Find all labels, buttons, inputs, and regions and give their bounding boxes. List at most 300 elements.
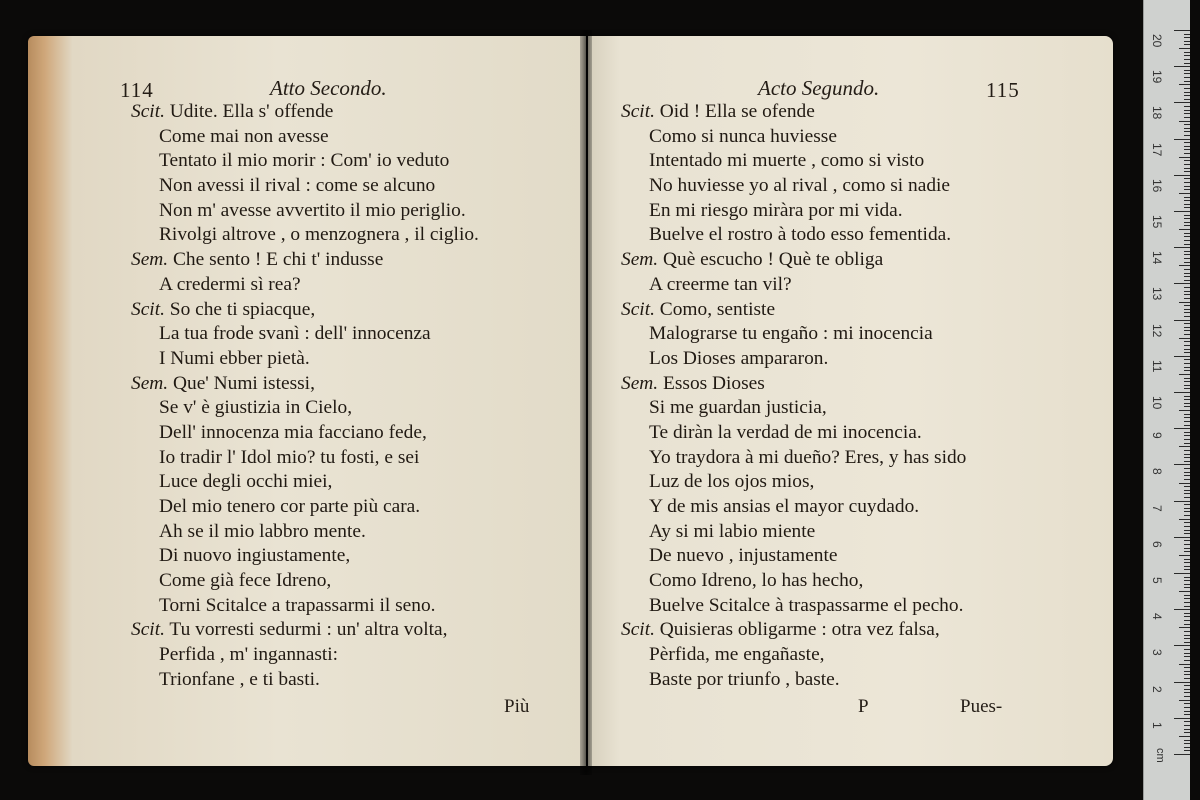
verse-line [621,544,966,569]
ruler-tick [1184,479,1190,480]
verse-line [621,322,966,347]
speaker-name: Sem. [621,249,659,271]
ruler-tick [1184,406,1190,407]
ruler-tick [1184,63,1190,64]
ruler-tick [1184,44,1190,45]
ruler-tick [1184,330,1190,331]
ruler-tick [1179,700,1190,701]
ruler-number: 11 [1150,359,1164,373]
ruler-tick [1179,519,1190,520]
ruler-tick [1179,555,1190,556]
ruler-tick [1184,160,1190,161]
ruler-tick [1184,244,1190,245]
verse-line [131,223,479,248]
ruler-tick [1179,157,1190,158]
line-text: A credermi sì rea? [159,273,301,295]
verse-line [131,174,479,199]
ruler-tick [1184,508,1190,509]
ruler-tick [1184,142,1190,143]
verse-line [621,594,966,619]
line-text: Tu vorresti sedurmi : un' altra volta, [164,619,448,641]
line-text: Que' Numi istessi, [168,372,315,394]
ruler-tick [1174,247,1190,248]
ruler-tick [1184,703,1190,704]
verse-line [621,446,966,471]
verse-line [131,347,479,372]
ruler-tick [1184,345,1190,346]
ruler-tick [1184,59,1190,60]
ruler-tick [1184,269,1190,270]
speaker-name: Scit. [131,619,165,641]
line-text: Yo traydora à mi dueño? Eres, y has sido [649,446,967,468]
ruler-tick [1184,204,1190,205]
line-text: Buelve el rostro à todo esso fementida. [649,224,952,246]
ruler-tick [1184,363,1190,364]
line-text: Tentato il mio morir : Com' io veduto [159,150,450,172]
ruler-tick [1184,385,1190,386]
ruler-tick [1184,497,1190,498]
ruler-tick [1184,81,1190,82]
ruler-tick [1174,320,1190,321]
verse-line [621,372,966,397]
ruler-tick [1184,309,1190,310]
ruler-tick [1184,381,1190,382]
ruler-tick [1184,750,1190,751]
ruler-tick [1184,352,1190,353]
ruler-tick [1184,88,1190,89]
verse-line [131,446,479,471]
ruler-tick [1184,55,1190,56]
open-book [28,30,1123,775]
line-text: Se v' è giustizia in Cielo, [159,397,353,419]
ruler-tick [1184,515,1190,516]
speaker-name: Scit. [621,619,655,641]
ruler-tick [1179,229,1190,230]
line-text: Non avessi il rival : come se alcuno [159,175,436,197]
ruler-tick [1184,273,1190,274]
ruler-tick [1174,573,1190,574]
verse-line [131,569,479,594]
ruler-tick [1184,200,1190,201]
ruler-number: 10 [1150,396,1164,410]
ruler-tick [1184,149,1190,150]
ruler-tick [1184,649,1190,650]
verse-line [621,347,966,372]
ruler-tick [1184,182,1190,183]
ruler-number: 1 [1150,721,1164,729]
ruler-tick [1184,653,1190,654]
ruler-tick [1184,732,1190,733]
line-text: A creerme tan vil? [649,273,792,295]
ruler-tick [1184,92,1190,93]
ruler-tick [1184,168,1190,169]
ruler-tick [1184,468,1190,469]
ruler-tick [1184,725,1190,726]
ruler-tick [1184,197,1190,198]
ruler-tick [1184,526,1190,527]
ruler-tick [1184,128,1190,129]
verse-line [621,174,966,199]
verse-line [131,199,479,224]
ruler-tick [1179,664,1190,665]
verse-line [621,618,966,643]
verse-line [621,668,966,693]
ruler-tick [1184,258,1190,259]
ruler-tick [1184,432,1190,433]
speaker-name: Sem. [131,249,169,271]
ruler-tick [1174,283,1190,284]
ruler-tick [1184,595,1190,596]
ruler-number: 16 [1150,178,1164,193]
ruler-tick [1184,131,1190,132]
ruler-unit-label: cm [1154,748,1166,763]
ruler-tick [1184,106,1190,107]
ruler-tick [1184,454,1190,455]
line-text: Non m' avesse avvertito il mio periglio. [159,199,466,221]
ruler-number: 7 [1150,504,1164,512]
ruler-tick [1184,566,1190,567]
verse-line [621,125,966,150]
ruler-tick [1184,215,1190,216]
ruler-tick [1184,323,1190,324]
ruler-tick [1184,262,1190,263]
ruler-tick [1174,682,1190,683]
line-text: Què escucho ! Què te obliga [658,249,884,271]
ruler-tick [1184,678,1190,679]
ruler-tick [1184,99,1190,100]
ruler-tick [1184,135,1190,136]
ruler-tick [1184,472,1190,473]
verse-line [131,470,479,495]
ruler-tick [1184,113,1190,114]
line-text: Baste por triunfo , baste. [649,668,840,690]
line-text: Che sento ! E chi t' indusse [168,249,384,271]
verse-line [131,643,479,668]
ruler-tick [1184,711,1190,712]
verse-line [131,100,479,125]
line-text: Trionfane , e ti basti. [159,668,320,690]
ruler-tick [1184,743,1190,744]
verse-line [621,569,966,594]
line-text: Dell' innocenza mia facciano fede, [159,421,427,443]
ruler-tick [1184,696,1190,697]
verse-line [131,298,479,323]
ruler-number: 5 [1150,577,1164,584]
line-text: Rivolgi altrove , o menzognera , il ciglio. [159,224,479,246]
line-text: No huviesse yo al rival , como si nadie [649,175,951,197]
ruler-tick [1184,73,1190,74]
ruler-tick [1174,392,1190,393]
catchword: Più [504,696,530,717]
line-text: Ah se il mio labbro mente. [159,520,366,542]
speaker-name: Scit. [621,298,655,320]
ruler-tick [1184,414,1190,415]
ruler-tick [1184,624,1190,625]
ruler-tick [1184,233,1190,234]
speaker-name: Sem. [131,372,169,394]
ruler-tick [1184,598,1190,599]
ruler-tick [1184,656,1190,657]
ruler-tick [1184,689,1190,690]
verse-line [131,495,479,520]
ruler-tick [1184,493,1190,494]
line-text: Io tradir l' Idol mio? tu fosti, e sei [159,446,420,468]
line-text: Quisieras obligarme : otra vez falsa, [654,619,940,641]
ruler-tick [1184,577,1190,578]
ruler-number: 14 [1150,251,1164,265]
ruler-tick [1184,707,1190,708]
ruler-tick [1174,754,1190,755]
verse-line [621,199,966,224]
verse-line [131,149,479,174]
ruler-tick [1174,356,1190,357]
ruler-tick [1179,483,1190,484]
ruler-tick [1174,537,1190,538]
ruler-tick [1184,642,1190,643]
line-text: Di nuovo ingiustamente, [159,545,351,567]
ruler-tick [1184,714,1190,715]
ruler-tick [1179,446,1190,447]
ruler-tick [1184,562,1190,563]
ruler-tick [1184,439,1190,440]
ruler-tick [1184,559,1190,560]
book-gutter [580,30,592,775]
ruler-tick [1184,635,1190,636]
ruler-tick [1184,511,1190,512]
verse-line [131,248,479,273]
verse-line [131,322,479,347]
ruler-tick [1184,316,1190,317]
ruler-number: 12 [1150,323,1164,337]
line-text: Como si nunca huviesse [649,125,837,147]
ruler-tick [1184,251,1190,252]
verse-line [621,223,966,248]
ruler-tick [1184,425,1190,426]
line-text: Luce degli occhi miei, [159,471,333,493]
running-header: Acto Segundo. [758,76,880,100]
page-number: 114 [120,78,154,102]
ruler-tick [1174,30,1190,31]
verse-line [131,125,479,150]
line-text: Malograrse tu engaño : mi inocencia [649,323,933,345]
ruler-tick [1184,417,1190,418]
ruler-tick [1184,117,1190,118]
running-header: Atto Secondo. [270,76,387,100]
ruler-tick [1184,334,1190,335]
ruler-tick [1184,77,1190,78]
ruler-tick [1184,457,1190,458]
ruler-tick [1184,327,1190,328]
ruler-tick [1184,225,1190,226]
verse-line [621,643,966,668]
ruler-tick [1184,359,1190,360]
ruler-tick [1184,685,1190,686]
ruler-tick [1174,428,1190,429]
line-text: Oid ! Ella se ofende [654,101,815,122]
ruler-tick [1184,171,1190,172]
ruler-number: 17 [1150,142,1164,156]
ruler-tick [1184,544,1190,545]
verse-line [621,248,966,273]
catchword: Pues- [960,696,1003,717]
ruler-tick [1184,153,1190,154]
verse-line [131,618,479,643]
ruler-tick [1184,443,1190,444]
ruler-tick [1184,37,1190,38]
ruler-tick [1184,370,1190,371]
ruler-tick [1184,254,1190,255]
verse-line [131,594,479,619]
ruler-tick [1174,609,1190,610]
line-text: Los Dioses ampararon. [649,347,829,369]
speaker-name: Scit. [131,101,165,122]
ruler-tick [1174,718,1190,719]
ruler-tick [1174,175,1190,176]
line-text: So che ti spiacque, [164,298,316,320]
verse-line [621,421,966,446]
verse-line [621,396,966,421]
line-text: Y de mis ansias el mayor cuydado. [649,496,920,517]
left-page [28,36,586,766]
ruler-tick [1184,52,1190,53]
line-text: Buelve Scitalce à traspassarme el pecho. [649,594,964,616]
line-text: Ay si mi labio miente [649,520,816,542]
ruler-tick [1174,464,1190,465]
ruler-number: 8 [1150,468,1164,476]
line-text: Come già fece Idreno, [159,570,332,592]
ruler-tick [1184,602,1190,603]
line-text: La tua frode svanì : dell' innocenza [159,323,431,345]
verse-line [621,495,966,520]
ruler-tick [1184,475,1190,476]
line-text: Perfida , m' ingannasti: [159,644,339,666]
ruler-tick [1174,66,1190,67]
ruler-tick [1184,729,1190,730]
line-text: De nuevo , injustamente [649,545,838,567]
ruler-tick [1184,41,1190,42]
verse-line [131,372,479,397]
ruler-number: 18 [1150,106,1164,120]
verse-line [621,520,966,545]
ruler-tick [1184,124,1190,125]
ruler-tick [1184,110,1190,111]
verse-line [131,544,479,569]
verse-line [131,396,479,421]
ruler-tick [1184,294,1190,295]
ruler-tick [1184,747,1190,748]
ruler-tick [1184,218,1190,219]
verse-line [131,273,479,298]
line-text: Si me guardan justicia, [649,397,827,419]
right-page [588,36,1113,766]
ruler-tick [1184,189,1190,190]
ruler-tick [1174,501,1190,502]
verse-line [621,149,966,174]
verse-line [621,470,966,495]
verse-line [131,668,479,693]
line-text: Intentado mi muerte , como si visto [649,150,925,172]
ruler-tick [1184,551,1190,552]
ruler-tick [1184,740,1190,741]
ruler-tick [1174,102,1190,103]
line-text: Torni Scitalce a trapassarmi il seno. [159,594,436,616]
ruler-tick [1184,569,1190,570]
ruler-tick [1184,548,1190,549]
ruler-tick [1184,298,1190,299]
ruler-number: 6 [1150,540,1164,548]
ruler-tick [1179,591,1190,592]
ruler-tick [1174,139,1190,140]
ruler-number: 19 [1150,70,1164,84]
ruler-tick [1174,645,1190,646]
line-text: Como, sentiste [654,298,776,320]
ruler-tick [1184,178,1190,179]
ruler-tick [1184,638,1190,639]
line-text: Essos Dioses [658,372,765,394]
ruler-tick [1179,374,1190,375]
ruler-tick [1184,240,1190,241]
ruler-tick [1179,193,1190,194]
ruler-tick [1184,70,1190,71]
ruler-tick [1179,265,1190,266]
ruler-tick [1184,276,1190,277]
ruler-tick [1184,236,1190,237]
line-text: Te diràn la verdad de mi inocencia. [649,421,922,443]
ruler-tick [1184,435,1190,436]
line-text: Como Idreno, lo has hecho, [649,570,864,592]
verse-line [621,298,966,323]
ruler-number: 2 [1150,685,1164,693]
ruler-tick [1179,736,1190,737]
line-text: Luz de los ojos mios, [649,471,815,493]
ruler-tick [1184,522,1190,523]
ruler-tick [1184,671,1190,672]
ruler-tick [1184,95,1190,96]
ruler-number: 13 [1150,287,1164,301]
ruler-tick [1184,367,1190,368]
line-text: Del mio tenero cor parte più cara. [159,496,421,517]
ruler-tick [1184,312,1190,313]
ruler-tick [1184,613,1190,614]
ruler-number: 3 [1150,649,1164,657]
speaker-name: Scit. [131,298,165,320]
ruler-tick [1184,341,1190,342]
ruler-tick [1184,504,1190,505]
ruler-tick [1184,631,1190,632]
ruler-tick [1184,164,1190,165]
line-text: En mi riesgo miràra por mi vida. [649,199,903,221]
ruler-tick [1184,207,1190,208]
verse-line [621,273,966,298]
ruler-tick [1179,48,1190,49]
ruler-tick [1179,84,1190,85]
ruler-tick [1184,287,1190,288]
line-text: I Numi ebber pietà. [159,347,310,369]
ruler-tick [1184,580,1190,581]
verse-line [131,520,479,545]
ruler-tick [1184,587,1190,588]
measuring-ruler [1143,0,1190,800]
ruler-tick [1184,692,1190,693]
ruler-tick [1184,486,1190,487]
line-text: Come mai non avesse [159,125,329,147]
ruler-tick [1184,403,1190,404]
ruler-tick [1184,616,1190,617]
ruler-tick [1184,396,1190,397]
ruler-tick [1184,146,1190,147]
ruler-tick [1184,721,1190,722]
ruler-tick [1184,305,1190,306]
